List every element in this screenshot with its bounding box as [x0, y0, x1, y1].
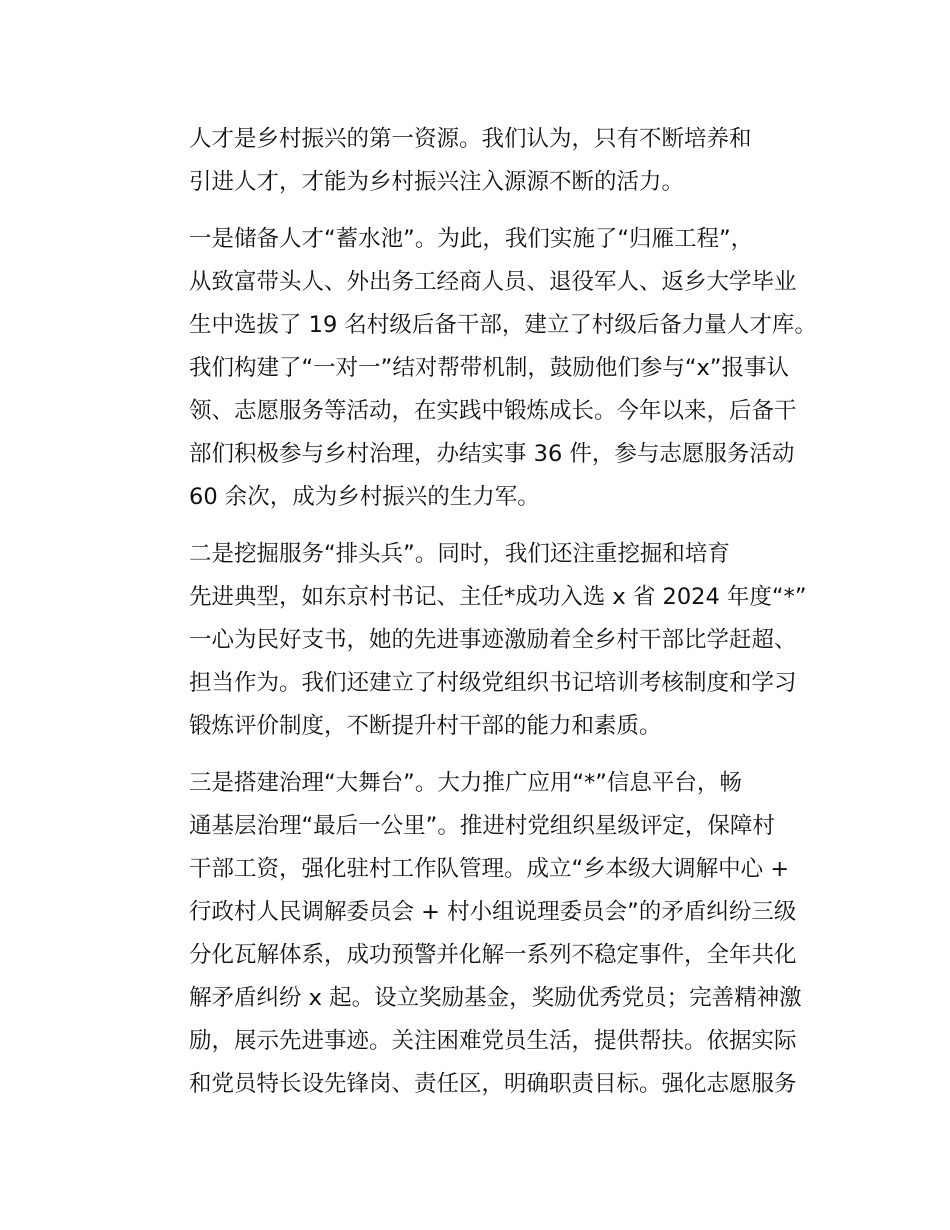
text-line: 干部工资，强化驻村工作队管理。成立“乡本级大调解中心 +	[189, 856, 790, 882]
text-line: 生中选拔了 19 名村级后备干部，建立了村级后备力量人才库。	[189, 312, 817, 338]
text-line: 从致富带头人、外出务工经商人员、退役军人、返乡大学毕业	[189, 269, 797, 295]
text-line: 三是搭建治理“大舞台”。大力推广应用“*”信息平台，畅	[189, 770, 742, 796]
text-line: 分化瓦解体系，成功预警并化解一系列不稳定事件，全年共化	[189, 942, 797, 968]
text-line: 行政村人民调解委员会 + 村小组说理委员会”的矛盾纠纷三级	[189, 899, 797, 925]
paragraph-intro	[141, 118, 831, 204]
text-line: 一是储备人才“蓄水池”。为此，我们实施了“归雁工程”，	[189, 226, 754, 252]
text-line: 人才是乡村振兴的第一资源。我们认为，只有不断培养和	[189, 126, 752, 152]
text-line: 担当作为。我们还建立了村级党组织书记培训考核制度和学习	[189, 670, 797, 696]
paragraph-governance-stage	[141, 762, 831, 1106]
text-line: 我们构建了“一对一”结对帮带机制，鼓励他们参与“x”报事认	[189, 355, 789, 381]
text-line: 领、志愿服务等活动，在实践中锻炼成长。今年以来，后备干	[189, 398, 797, 424]
document-body	[141, 118, 831, 1106]
text-line: 通基层治理“最后一公里”。推进村党组织星级评定，保障村	[189, 813, 775, 839]
paragraph-service-pioneers	[141, 533, 831, 748]
text-line: 先进典型，如东京村书记、主任*成功入选 x 省 2024 年度“*”	[189, 584, 807, 610]
text-line: 和党员特长设先锋岗、责任区，明确职责目标。强化志愿服务	[189, 1071, 797, 1097]
text-line: 一心为民好支书，她的先进事迹激励着全乡村干部比学赶超、	[189, 627, 797, 653]
text-line: 解矛盾纠纷 x 起。设立奖励基金，奖励优秀党员；完善精神激	[189, 985, 802, 1011]
text-line: 二是挖掘服务“排头兵”。同时，我们还注重挖掘和培育	[189, 541, 730, 567]
text-line: 部们积极参与乡村治理，办结实事 36 件，参与志愿服务活动	[189, 441, 795, 467]
text-line: 锻炼评价制度，不断提升村干部的能力和素质。	[189, 713, 662, 739]
text-line: 励，展示先进事迹。关注困难党员生活，提供帮扶。依据实际	[189, 1028, 797, 1054]
paragraph-talent-reserve	[141, 218, 831, 519]
text-line: 引进人才，才能为乡村振兴注入源源不断的活力。	[189, 169, 685, 195]
text-line: 60 余次，成为乡村振兴的生力军。	[189, 484, 540, 510]
